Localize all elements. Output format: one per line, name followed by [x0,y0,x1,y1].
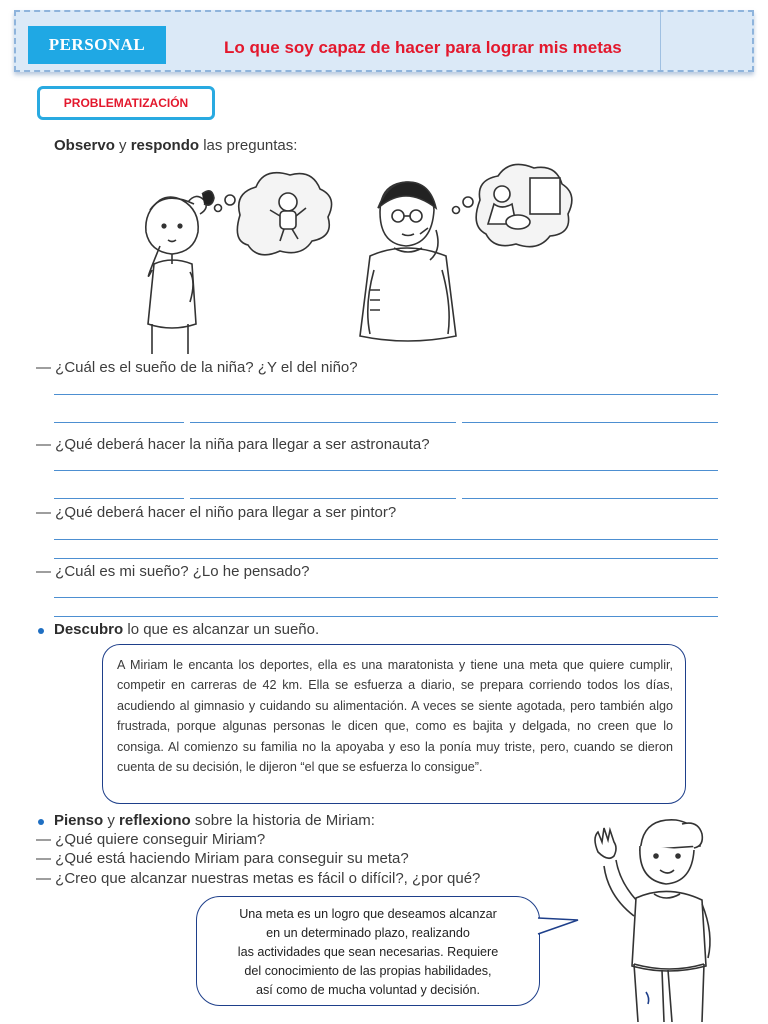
reflect-question-3: — ¿Creo que alcanzar nuestras metas es fácil o difícil?, ¿por qué? [36,870,481,887]
reflect-bold-pienso: Pienso [54,812,104,829]
reflect-question-1: — ¿Qué quiere conseguir Miriam? [36,831,266,848]
question-4: — ¿Cuál es mi sueño? ¿Lo he pensado? [36,563,310,580]
tip-line: las actividades que sean necesarias. Requiere [237,945,499,959]
boy-painter-illustration [350,160,580,360]
tip-line: en un determinado plazo, realizando [266,926,470,940]
question-1: — ¿Cuál es el sueño de la niña? ¿Y el del niño? [36,359,358,376]
answer-line[interactable] [54,498,718,499]
tip-line: Una meta es un logro que deseamos alcanzar [239,907,497,921]
intro-bold-observo: Observo [54,137,115,154]
question-3: — ¿Qué deberá hacer el niño para llegar a ser pintor? [36,504,397,521]
reflect-connector: y [103,812,120,829]
header-divider [660,12,661,70]
answer-line[interactable] [54,470,718,471]
intro-connector: y [114,137,131,154]
miriam-story-box: A Miriam le encanta los deportes, ella es una maratonista y tiene una meta que quiere cumplir, competir en carreras de 42 km. Ella se esfuerza a diario, se prepara corriendo todos los días, acudiendo al gimnasio y cuidando su alimentación. A veces se siente agotada, pero también algo frustrada, porque algunas personas le dicen que, como es bajita y delgada, no creen que lo consiga. Al comienzo su familia no la apoyaba y eso la ponía muy triste, pero, cuando se dieron cuenta de su decisión, le dijeron “el que se esfuerza lo consigue”. [102,644,686,804]
reflect-heading [54,812,375,829]
page-title: Lo que soy capaz de hacer para lograr mis metas [224,38,622,57]
reflect-question-2: — ¿Qué está haciendo Miriam para conseguir su meta? [36,850,409,867]
answer-line[interactable] [54,616,718,617]
goal-definition-bubble [196,896,540,1006]
waving-boy-illustration [586,812,726,1022]
intro-rest: las preguntas: [199,137,298,154]
discover-bold: Descubro [54,621,124,638]
answer-line[interactable] [54,422,718,423]
answer-line[interactable] [54,539,718,540]
reflect-bold-reflexiono: reflexiono [119,812,191,829]
girl-astronaut-illustration [130,160,330,360]
reflect-rest: sobre la historia de Miriam: [190,812,375,829]
answer-line[interactable] [54,558,718,559]
tip-line: así como de mucha voluntad y decisión. [255,983,480,997]
answer-line[interactable] [54,597,718,598]
tip-line: del conocimiento de las propias habilidades, [244,964,492,978]
intro-instruction [54,137,297,154]
intro-bold-respondo: respondo [130,137,200,154]
answer-line[interactable] [54,394,718,395]
discover-rest: lo que es alcanzar un sueño. [123,621,320,638]
bullet-icon [38,628,44,634]
section-tag-problematizacion: PROBLEMATIZACIÓN [37,86,215,120]
speech-bubble-tail [538,912,582,942]
section-label-personal: PERSONAL [28,26,166,64]
question-2: — ¿Qué deberá hacer la niña para llegar a ser astronauta? [36,436,430,453]
bullet-icon [38,819,44,825]
discover-heading [54,621,319,638]
